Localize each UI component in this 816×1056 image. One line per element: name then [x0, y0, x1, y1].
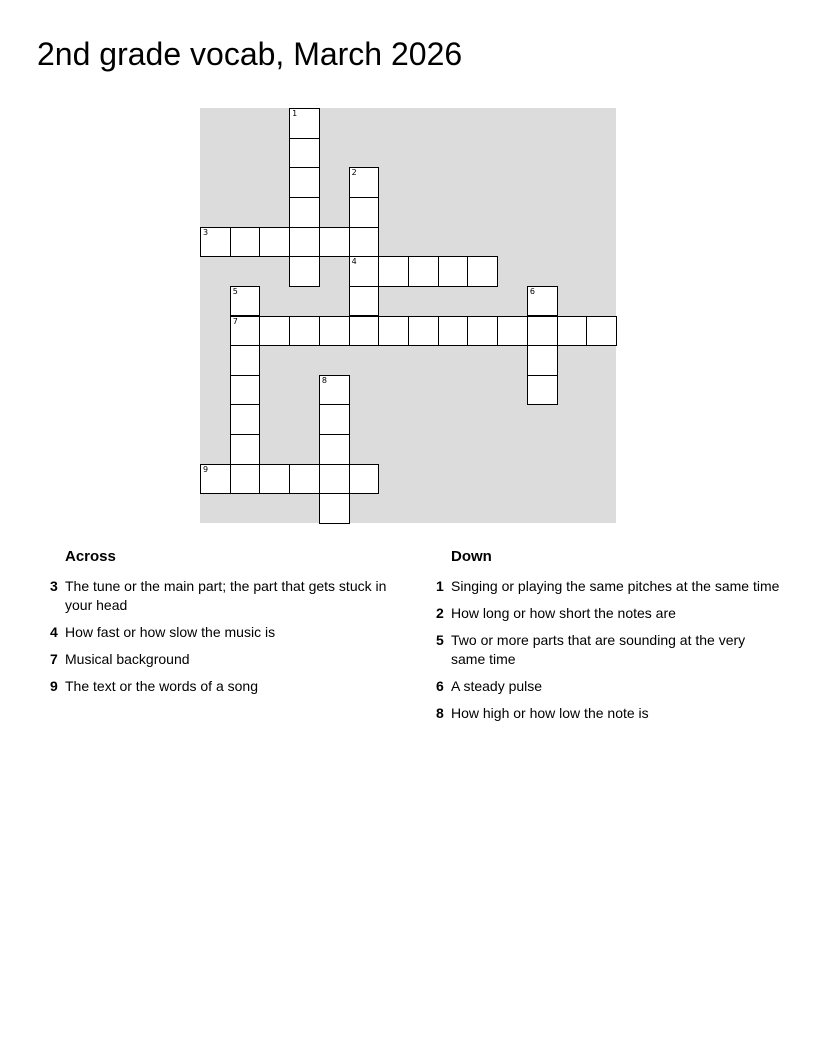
across-clue	[46, 677, 396, 696]
grid-cell[interactable]	[319, 434, 350, 465]
grid-cell[interactable]	[230, 345, 261, 376]
grid-cell[interactable]	[230, 227, 261, 258]
cell-number: 8	[321, 375, 327, 385]
grid-cell[interactable]	[497, 316, 528, 347]
clue-number: 5	[436, 632, 444, 648]
across-clues	[46, 547, 396, 704]
across-heading: Across	[65, 548, 116, 565]
grid-cell[interactable]	[230, 434, 261, 465]
grid-cell[interactable]	[527, 345, 558, 376]
clue-text: How long or how short the notes are	[451, 605, 676, 621]
grid-cell[interactable]	[319, 316, 350, 347]
across-clue	[46, 650, 396, 669]
grid-cell[interactable]	[349, 316, 380, 347]
across-clue	[46, 623, 396, 642]
clue-number: 6	[436, 678, 444, 694]
down-clue	[432, 631, 782, 669]
grid-cell[interactable]	[319, 464, 350, 495]
clue-text: A steady pulse	[451, 678, 543, 694]
grid-cell[interactable]	[289, 256, 320, 287]
across-clue	[46, 577, 396, 615]
grid-cell[interactable]	[289, 108, 320, 139]
grid-cell[interactable]	[289, 316, 320, 347]
grid-cell[interactable]	[200, 227, 231, 258]
grid-cell[interactable]	[259, 227, 290, 258]
clue-text: The tune or the main part; the part that gets stuck in your head	[65, 578, 387, 613]
grid-cell[interactable]	[230, 286, 261, 317]
grid-cell[interactable]	[349, 464, 380, 495]
grid-cell[interactable]	[349, 227, 380, 258]
page-title: 2nd grade vocab, March 2026	[37, 36, 463, 72]
cell-number: 1	[292, 109, 298, 118]
crossword-grid	[200, 108, 616, 523]
grid-cell[interactable]	[319, 404, 350, 435]
clue-number: 1	[436, 578, 444, 594]
grid-cell[interactable]	[378, 316, 409, 347]
cell-number: 9	[203, 464, 209, 474]
clue-number: 3	[50, 578, 58, 594]
clue-text: Singing or playing the same pitches at the same time	[451, 578, 780, 594]
grid-cell[interactable]	[289, 464, 320, 495]
grid-cell[interactable]	[230, 375, 261, 406]
grid-cell[interactable]	[527, 375, 558, 406]
clue-text: How fast or how slow the music is	[65, 624, 276, 640]
grid-cell[interactable]	[467, 316, 498, 347]
grid-cell[interactable]	[230, 464, 261, 495]
cell-number: 3	[203, 227, 209, 237]
clue-number: 9	[50, 678, 58, 694]
grid-cell[interactable]	[438, 256, 469, 287]
down-clue	[432, 604, 782, 623]
grid-cell[interactable]	[289, 167, 320, 198]
grid-cell[interactable]	[200, 464, 231, 495]
grid-cell[interactable]	[230, 316, 261, 347]
grid-cell[interactable]	[408, 256, 439, 287]
grid-cell[interactable]	[259, 316, 290, 347]
down-heading: Down	[451, 548, 492, 565]
down-clue	[432, 577, 782, 596]
grid-cell[interactable]	[289, 227, 320, 258]
clue-text: The text or the words of a song	[65, 678, 258, 694]
grid-cell[interactable]	[586, 316, 617, 347]
grid-cell[interactable]	[230, 404, 261, 435]
clue-text: Two or more parts that are sounding at the very same time	[451, 632, 746, 667]
cell-number: 4	[351, 257, 357, 267]
cell-number: 6	[529, 286, 535, 296]
grid-cell[interactable]	[408, 316, 439, 347]
down-clue	[432, 704, 782, 723]
grid-cell[interactable]	[289, 138, 320, 169]
grid-cell[interactable]	[527, 316, 558, 347]
grid-cell[interactable]	[349, 256, 380, 287]
grid-cell[interactable]	[319, 493, 350, 524]
cell-number: 2	[351, 168, 357, 178]
grid-cell[interactable]	[438, 316, 469, 347]
cell-number: 5	[232, 286, 238, 296]
clue-number: 7	[50, 651, 58, 667]
grid-cell[interactable]	[349, 197, 380, 228]
clue-text: Musical background	[65, 651, 190, 667]
clue-number: 4	[50, 624, 58, 640]
down-clues	[432, 547, 782, 731]
grid-cell[interactable]	[378, 256, 409, 287]
clue-number: 2	[436, 605, 444, 621]
grid-cell[interactable]	[349, 286, 380, 317]
cell-number: 7	[232, 316, 238, 326]
grid-cell[interactable]	[259, 464, 290, 495]
grid-cell[interactable]	[289, 197, 320, 228]
clue-text: How high or how low the note is	[451, 705, 649, 721]
grid-cell[interactable]	[349, 167, 380, 198]
clue-number: 8	[436, 705, 444, 721]
down-clue	[432, 677, 782, 696]
grid-cell[interactable]	[319, 227, 350, 258]
grid-cell[interactable]	[557, 316, 588, 347]
grid-cell[interactable]	[319, 375, 350, 406]
grid-cell[interactable]	[467, 256, 498, 287]
grid-cell[interactable]	[527, 286, 558, 317]
